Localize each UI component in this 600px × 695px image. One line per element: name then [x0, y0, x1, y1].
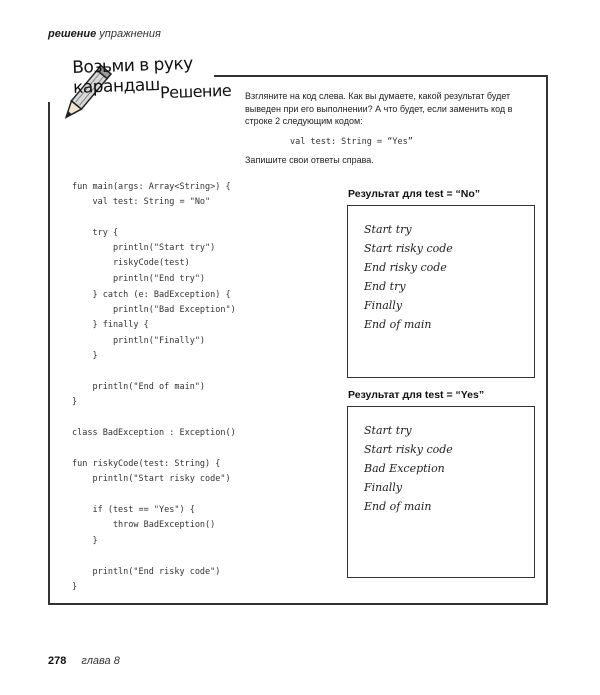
- page-number: 278: [48, 655, 67, 667]
- running-head-section: решение: [48, 28, 97, 40]
- answer-line: End of main: [364, 500, 432, 513]
- answer-line: Start try: [364, 223, 412, 236]
- answer-line: Bad Exception: [364, 462, 445, 475]
- code-line: if (test == "Yes") {: [72, 505, 195, 515]
- page-footer: [48, 655, 120, 667]
- exercise-title: Возьми в руку карандаш: [72, 53, 194, 98]
- answer-line: End try: [364, 280, 406, 293]
- answer-line: End risky code: [364, 261, 447, 274]
- code-line: println("End try"): [72, 274, 206, 284]
- instructions: [245, 90, 535, 167]
- result-label-no: Результат для test = “No”: [348, 188, 480, 200]
- code-line: }: [72, 536, 98, 546]
- result-box-yes: [347, 406, 535, 578]
- code-line: println("Start try"): [72, 243, 216, 253]
- code-line: val test: String = "No": [72, 197, 211, 207]
- running-head-subsection: упражнения: [99, 28, 161, 40]
- code-line: println("End of main"): [72, 382, 206, 392]
- code-line: riskyCode(test): [72, 258, 190, 268]
- exercise-subtitle: Решение: [159, 80, 232, 103]
- code-line: try {: [72, 228, 119, 238]
- instructions-prompt: Запишите свои ответы справа.: [245, 155, 374, 165]
- answer-list-no: [364, 220, 453, 334]
- code-line: println("Start risky code"): [72, 474, 231, 484]
- instructions-code: val test: String = “Yes”: [290, 136, 413, 147]
- code-line: fun riskyCode(test: String) {: [72, 459, 221, 469]
- answer-line: Start try: [364, 424, 412, 437]
- answer-list-yes: [364, 421, 453, 516]
- code-line: println("Finally"): [72, 336, 206, 346]
- code-line: class BadException : Exception(): [72, 428, 236, 438]
- code-line: throw BadException(): [72, 520, 216, 530]
- code-line: println("Bad Exception"): [72, 305, 236, 315]
- result-label-yes: Результат для test = “Yes”: [348, 389, 485, 401]
- result-box-no: [347, 205, 535, 378]
- instructions-text: Взгляните на код слева. Как вы думаете, какой результат будет выведен при его выполнении? А что будет, если заменить код в строке 2 следующим кодом:: [245, 91, 513, 126]
- code-line: fun main(args: Array<String>) {: [72, 182, 231, 192]
- answer-line: Start risky code: [364, 443, 453, 456]
- code-line: }: [72, 351, 98, 361]
- answer-line: Start risky code: [364, 242, 453, 255]
- code-line: } finally {: [72, 320, 149, 330]
- running-head: [48, 28, 161, 40]
- answer-line: Finally: [364, 299, 403, 312]
- answer-line: End of main: [364, 318, 432, 331]
- code-line: } catch (e: BadException) {: [72, 290, 231, 300]
- code-line: }: [72, 397, 78, 407]
- answer-line: Finally: [364, 481, 403, 494]
- code-line: println("End risky code"): [72, 567, 221, 577]
- chapter-label: глава 8: [81, 655, 120, 667]
- code-line: }: [72, 582, 78, 592]
